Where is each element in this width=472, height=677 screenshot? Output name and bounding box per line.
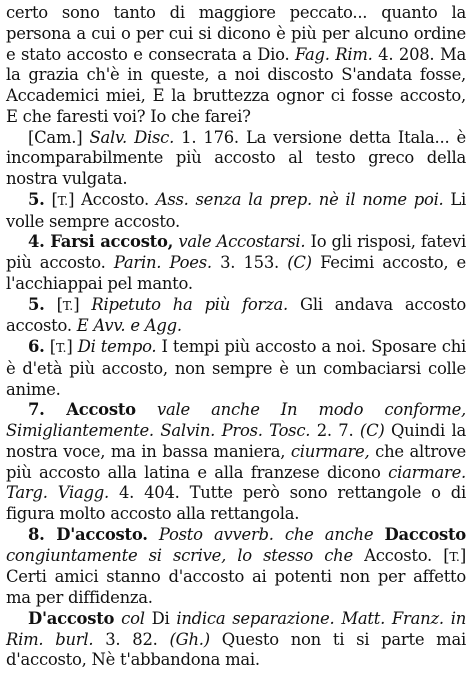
text-run: T. [57,192,69,208]
text-run: che altrove più accosto alla latina e alla franzese dicono [6,441,466,482]
text-run: Ripetuto ha più forza. [91,294,288,314]
text-run: [ [44,294,63,314]
text-run: Accosto. [ [352,545,450,565]
entry-paragraph [6,232,466,294]
text-run: Fecimi accosto, e l'acchiappai pel manto. [6,253,466,293]
text-run: Di tempo. [77,337,157,356]
text-run: certo sono tanto di maggiore peccato... quanto la persona a cui o per cui si dicono è più per alcuno ordine e stato accosto e consecrata a Dio. [6,3,466,64]
text-run: 2. 7. [310,421,360,440]
entry-paragraph [6,190,466,233]
text-run: ciarmare. Targ. Viagg. [6,462,466,503]
entry-paragraph [6,3,466,128]
text-run: 6. [28,337,45,356]
text-run: (Gh.) [169,629,210,649]
text-run: I tempi più accosto a noi. Sposare chi è d'età più accosto, non sempre è un combaciarsi colle anime. [6,337,467,399]
text-run: ] Certi amici stanno d'accosto ai potenti non per affetto ma per diffidenza. [6,545,466,607]
text-run: Di [144,608,177,628]
text-run: Daccosto [384,524,466,544]
text-run: Fag. Rim. [294,44,373,64]
text-run: Parin. Poes. [113,253,212,272]
text-run: (C) [287,253,312,272]
text-run: 7. Accosto [28,400,136,420]
text-run [136,400,157,419]
text-run: E Avv. e Agg. [76,316,182,336]
entry-paragraph [6,128,466,190]
text-run: 4. Farsi accosto, [28,232,174,252]
text-run: Questo non ti si parte mai d'accosto, Nè t'abbandona mai. [6,629,466,670]
entry-paragraph [6,337,466,400]
text-run: [ [44,189,58,209]
text-run: col [121,608,145,628]
text-run [373,525,384,544]
text-run: T. [55,340,67,355]
text-run: [ [44,337,56,356]
text-run: congiuntamente si scrive, lo stesso che [6,545,353,565]
text-run: Quindi la nostra voce, ma in bassa maniera, [6,421,466,461]
text-run: 8. D'accosto. [28,524,148,544]
text-run: indica separazione. Matt. Franz. in Rim. burl. [6,608,467,649]
text-run: T. [62,297,74,313]
text-run: Salv. Disc. [89,127,175,147]
text-run: 5. [28,189,45,209]
text-run: T. [449,548,460,564]
text-run: ] [66,337,78,356]
text-run: [Cam.] [28,127,90,147]
text-run: D'accosto [28,608,115,628]
text-run: ciurmare, [290,441,370,461]
text-run: vale anche In modo conforme, Simigliantemente. Salvin. Pros. Tosc. [6,400,466,440]
text-run: Io gli risposi, fatevi più accosto. [6,232,466,272]
text-run: Posto avverb. che anche [158,524,374,544]
text-run: Gli andava accosto accosto. [6,294,467,336]
text-run: ] [73,294,92,314]
text-run: 4. 404. Tutte però sono rettangole o di figura molto accosto alla rettangola. [6,483,467,523]
text-run: 3. 82. [93,629,170,649]
text-run: (C) [359,421,385,440]
text-run: 4. 208. Ma la grazia ch'è in queste, a noi discosto S'andata fosse, Accademici miei, E la bruttezza ognor ci fosse accosto, E che faresti voi? Io che farei? [6,44,466,126]
entry-paragraph [6,295,466,338]
text-run: vale Accostarsi. [178,232,306,252]
text-run: Ass. senza la prep. nè il nome poi. [155,189,444,209]
entry-paragraph [6,525,466,609]
text-run [148,525,159,544]
text-run: ] Accosto. [68,189,156,209]
text-run: Li volle sempre accosto. [6,189,466,231]
text-run: 1. 176. La versione detta Itala... è incomparabilmente più accosto al testo greco della nostra vulgata. [6,127,466,188]
entry-paragraph [6,400,466,525]
text-run: 5. [28,294,45,314]
entry-paragraph [6,609,466,671]
text-run: 3. 153. [211,253,288,272]
